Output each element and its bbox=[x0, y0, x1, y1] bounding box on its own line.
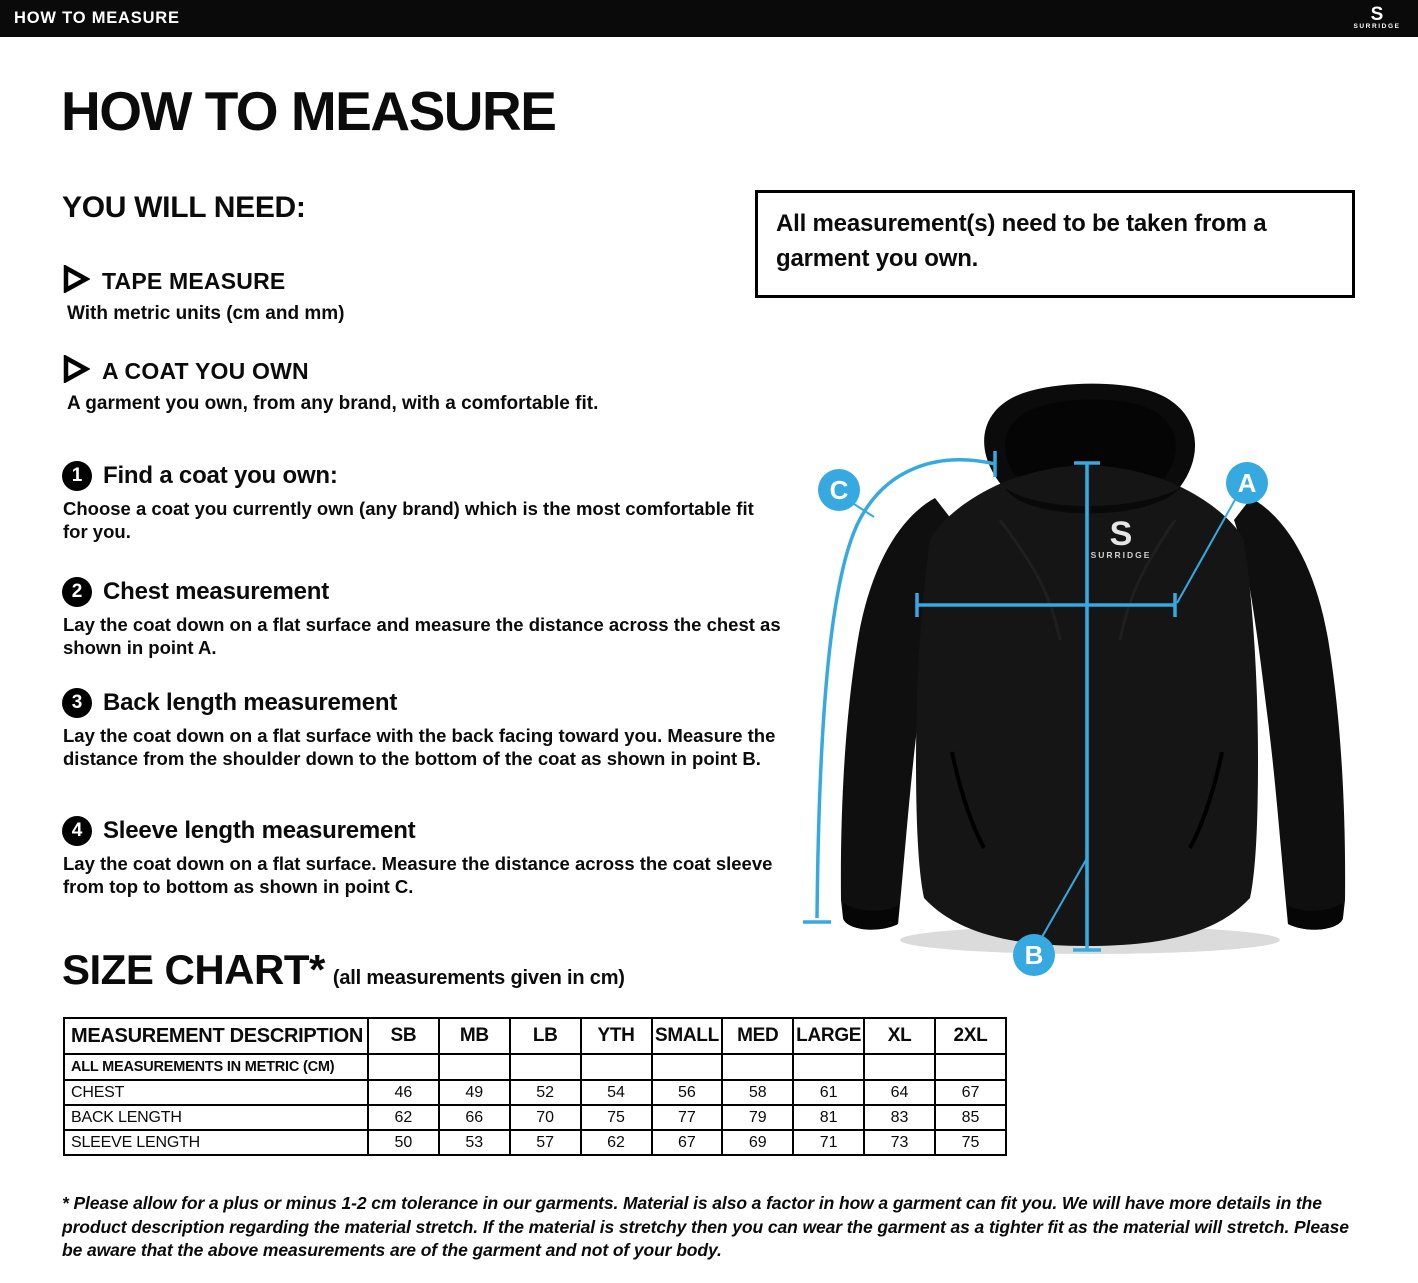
size-chart-header-row bbox=[64, 1018, 1006, 1054]
size-value: 52 bbox=[510, 1080, 581, 1105]
surridge-logo-icon: S bbox=[1370, 4, 1384, 25]
size-chart-table bbox=[63, 1017, 1007, 1156]
size-value: 56 bbox=[652, 1080, 723, 1105]
size-value: 53 bbox=[439, 1130, 510, 1155]
empty-cell bbox=[368, 1054, 439, 1080]
page-title: HOW TO MEASURE bbox=[61, 80, 556, 142]
col-header-size: SMALL bbox=[652, 1018, 723, 1054]
size-value: 67 bbox=[935, 1080, 1006, 1105]
col-header-size: 2XL bbox=[935, 1018, 1006, 1054]
empty-cell bbox=[864, 1054, 935, 1080]
size-value: 64 bbox=[864, 1080, 935, 1105]
need-item-description: A garment you own, from any brand, with a comfortable fit. bbox=[67, 393, 599, 414]
size-row-back-length bbox=[64, 1105, 1006, 1130]
size-chart-heading-row bbox=[62, 946, 625, 994]
size-chart-subheading: (all measurements given in cm) bbox=[332, 967, 625, 989]
step-title: Back length measurement bbox=[103, 689, 398, 716]
metric-note-cell: ALL MEASUREMENTS IN METRIC (CM) bbox=[64, 1054, 368, 1080]
size-value: 50 bbox=[368, 1130, 439, 1155]
size-value: 79 bbox=[722, 1105, 793, 1130]
step-description: Lay the coat down on a flat surface and measure the distance across the chest as shown in point A. bbox=[63, 614, 781, 658]
empty-cell bbox=[581, 1054, 652, 1080]
step-2 bbox=[62, 577, 786, 659]
jacket-logo-text: SURRIDGE bbox=[1090, 550, 1152, 560]
size-value: 77 bbox=[652, 1105, 723, 1130]
step-description: Lay the coat down on a flat surface with the back facing toward you. Measure the distance from the shoulder down to the bottom of the coat as shown in point B. bbox=[63, 725, 776, 769]
you-will-need-heading: YOU WILL NEED: bbox=[62, 191, 306, 224]
size-value: 57 bbox=[510, 1130, 581, 1155]
arrow-icon bbox=[62, 265, 90, 298]
empty-cell bbox=[439, 1054, 510, 1080]
measurement-note-box: All measurement(s) need to be taken from a garment you own. bbox=[755, 190, 1355, 298]
surridge-logo bbox=[1348, 1, 1406, 36]
need-item-description: With metric units (cm and mm) bbox=[67, 303, 345, 324]
point-b-label: B bbox=[1024, 940, 1044, 970]
step-title: Sleeve length measurement bbox=[103, 817, 416, 844]
size-value: 73 bbox=[864, 1130, 935, 1155]
step-description: Choose a coat you currently own (any brand) which is the most comfortable fit for you. bbox=[63, 498, 754, 542]
size-row-chest bbox=[64, 1080, 1006, 1105]
col-header-size: LARGE bbox=[793, 1018, 864, 1054]
top-bar bbox=[0, 0, 1418, 37]
col-header-size: YTH bbox=[581, 1018, 652, 1054]
size-value: 46 bbox=[368, 1080, 439, 1105]
tolerance-disclaimer: * Please allow for a plus or minus 1-2 cm tolerance in our garments. Material is also a factor in how a garment can fit you. We will have more details in the product description regarding the material stretch. If the material is stretchy then you can wear the garment as a tighter fit as the material will stretch. Please be aware that the above measurements are of the garment and not of your body. bbox=[62, 1193, 1349, 1260]
size-value: 49 bbox=[439, 1080, 510, 1105]
step-number-badge: 3 bbox=[62, 688, 92, 718]
top-bar-title: HOW TO MEASURE bbox=[14, 9, 180, 27]
size-value: 61 bbox=[793, 1080, 864, 1105]
step-number-badge: 4 bbox=[62, 816, 92, 846]
empty-cell bbox=[793, 1054, 864, 1080]
step-number-badge: 2 bbox=[62, 577, 92, 607]
need-item-coat bbox=[62, 355, 762, 415]
size-value: 66 bbox=[439, 1105, 510, 1130]
size-row-sleeve-length bbox=[64, 1130, 1006, 1155]
metric-note-row bbox=[64, 1054, 1006, 1080]
step-1 bbox=[62, 461, 786, 543]
size-value: 85 bbox=[935, 1105, 1006, 1130]
size-chart-heading: SIZE CHART* bbox=[62, 946, 325, 993]
size-value: 83 bbox=[864, 1105, 935, 1130]
size-value: 67 bbox=[652, 1130, 723, 1155]
size-value: 54 bbox=[581, 1080, 652, 1105]
size-value: 58 bbox=[722, 1080, 793, 1105]
size-value: 62 bbox=[368, 1105, 439, 1130]
step-title: Find a coat you own: bbox=[103, 462, 338, 489]
empty-cell bbox=[510, 1054, 581, 1080]
need-item-label: A COAT YOU OWN bbox=[102, 358, 309, 384]
col-header-size: MB bbox=[439, 1018, 510, 1054]
col-header-size: SB bbox=[368, 1018, 439, 1054]
need-item-tape-measure bbox=[62, 265, 762, 325]
measurement-label: SLEEVE LENGTH bbox=[64, 1130, 368, 1155]
jacket-logo-icon: S bbox=[1109, 515, 1133, 553]
col-header-size: MED bbox=[722, 1018, 793, 1054]
arrow-icon bbox=[62, 355, 90, 388]
jacket-measurement-diagram bbox=[770, 370, 1418, 1010]
step-3 bbox=[62, 688, 786, 770]
surridge-logo-text: SURRIDGE bbox=[1353, 23, 1401, 30]
point-a-label: A bbox=[1237, 468, 1257, 498]
size-value: 75 bbox=[581, 1105, 652, 1130]
step-description: Lay the coat down on a flat surface. Measure the distance across the coat sleeve from top to bottom as shown in point C. bbox=[63, 853, 773, 897]
step-title: Chest measurement bbox=[103, 578, 330, 605]
size-value: 75 bbox=[935, 1130, 1006, 1155]
size-value: 62 bbox=[581, 1130, 652, 1155]
col-header-size: XL bbox=[864, 1018, 935, 1054]
size-value: 69 bbox=[722, 1130, 793, 1155]
measurement-label: BACK LENGTH bbox=[64, 1105, 368, 1130]
point-c-label: C bbox=[829, 475, 849, 505]
jacket-illustration bbox=[770, 370, 1418, 1010]
step-4 bbox=[62, 816, 786, 898]
col-header-measurement-description: MEASUREMENT DESCRIPTION bbox=[64, 1018, 368, 1054]
size-value: 70 bbox=[510, 1105, 581, 1130]
empty-cell bbox=[935, 1054, 1006, 1080]
col-header-size: LB bbox=[510, 1018, 581, 1054]
step-number-badge: 1 bbox=[62, 461, 92, 491]
need-item-label: TAPE MEASURE bbox=[102, 268, 286, 294]
size-value: 71 bbox=[793, 1130, 864, 1155]
empty-cell bbox=[722, 1054, 793, 1080]
size-value: 81 bbox=[793, 1105, 864, 1130]
measurement-label: CHEST bbox=[64, 1080, 368, 1105]
empty-cell bbox=[652, 1054, 723, 1080]
